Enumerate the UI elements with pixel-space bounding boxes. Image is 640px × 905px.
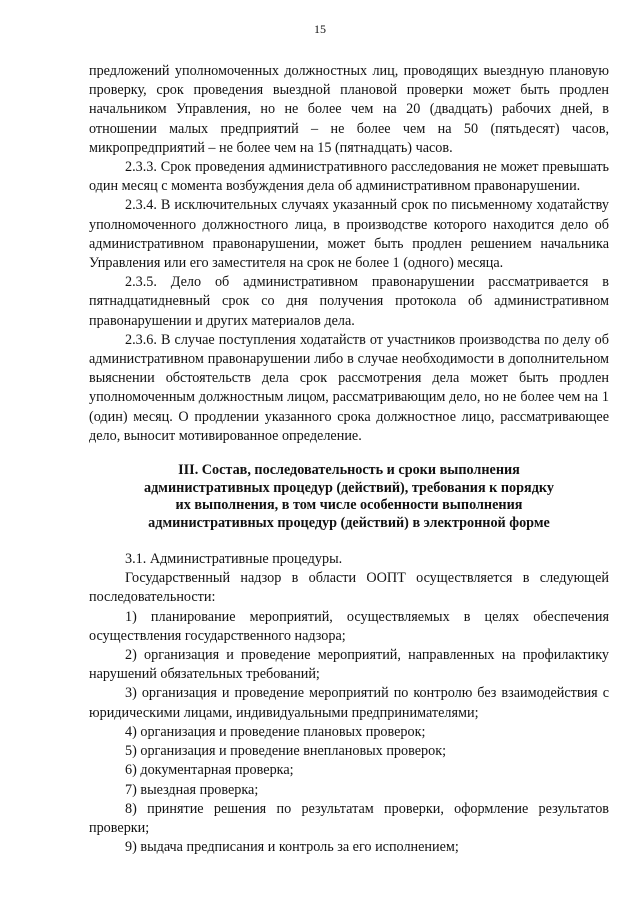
- list-item: 3) организация и проведение мероприятий по контролю без взаимодействия с юридическими лицами, индивидуальными предпринимателями;: [89, 685, 609, 721]
- paragraph: 2.3.4. В исключительных случаях указанный срок по письменному ходатайству уполномоченного должностного лица, в производстве которого находится дело об административном правонарушении, может быть продлен решением начальника Управления или его заместителя на срок не более 1 (одного) месяца.: [89, 197, 609, 272]
- list-item: 4) организация и проведение плановых проверок;: [125, 723, 426, 740]
- paragraph: предложений уполномоченных должностных лиц, проводящих выездную плановую проверку, срок проведения выездной плановой проверки может быть продлен начальником Управления, но не более чем на 20 (двадцать) рабочих дней, в отношении малых предприятий – не более чем на 50 (пятьдесят) часов, микропредприятий – не более чем на 15 (пятнадцать) часов.: [89, 63, 609, 156]
- section-heading: [89, 462, 609, 532]
- list-item: 2) организация и проведение мероприятий, направленных на профилактику нарушений обязательных требований;: [89, 647, 609, 683]
- heading-line: III. Состав, последовательность и сроки выполнения: [178, 462, 520, 479]
- document-body: [89, 62, 609, 857]
- heading-line: административных процедур (действий) в электронной форме: [148, 514, 550, 531]
- paragraph: 3.1. Административные процедуры.: [125, 551, 343, 568]
- paragraph: 2.3.6. В случае поступления ходатайств от участников производства по делу об административном правонарушении либо в случае необходимости в дополнительном выяснении обстоятельств дела срок рассмотрения дела может быть продлен уполномоченным должностным лицом, рассматривающим дело, но не более чем на 1 (один) месяц. О продлении указанного срока должностное лицо, рассматривающее дело, выносит мотивированное определение.: [89, 331, 609, 444]
- paragraph: 2.3.3. Срок проведения административного расследования не может превышать один месяц с момента возбуждения дела об административном правонарушении.: [89, 159, 609, 195]
- paragraph: 2.3.5. Дело об административном правонарушении рассматривается в пятнадцатидневный срок со дня получения протокола об административном правонарушении и других материалов дела.: [89, 274, 609, 329]
- paragraph: Государственный надзор в области ООПТ осуществляется в следующей последовательности:: [89, 570, 609, 606]
- list-item: 8) принятие решения по результатам проверки, оформление результатов проверки;: [89, 800, 609, 836]
- heading-line: их выполнения, в том числе особенности выполнения: [175, 497, 523, 514]
- page-number: 15: [314, 22, 326, 36]
- list-item: 9) выдача предписания и контроль за его исполнением;: [125, 839, 459, 856]
- heading-line: административных процедур (действий), требования к порядку: [144, 479, 554, 496]
- list-item: 1) планирование мероприятий, осуществляемых в целях обеспечения осуществления государственного надзора;: [89, 608, 609, 644]
- list-item: 6) документарная проверка;: [125, 762, 294, 779]
- list-item: 7) выездная проверка;: [125, 781, 259, 798]
- list-item: 5) организация и проведение внеплановых проверок;: [125, 743, 447, 760]
